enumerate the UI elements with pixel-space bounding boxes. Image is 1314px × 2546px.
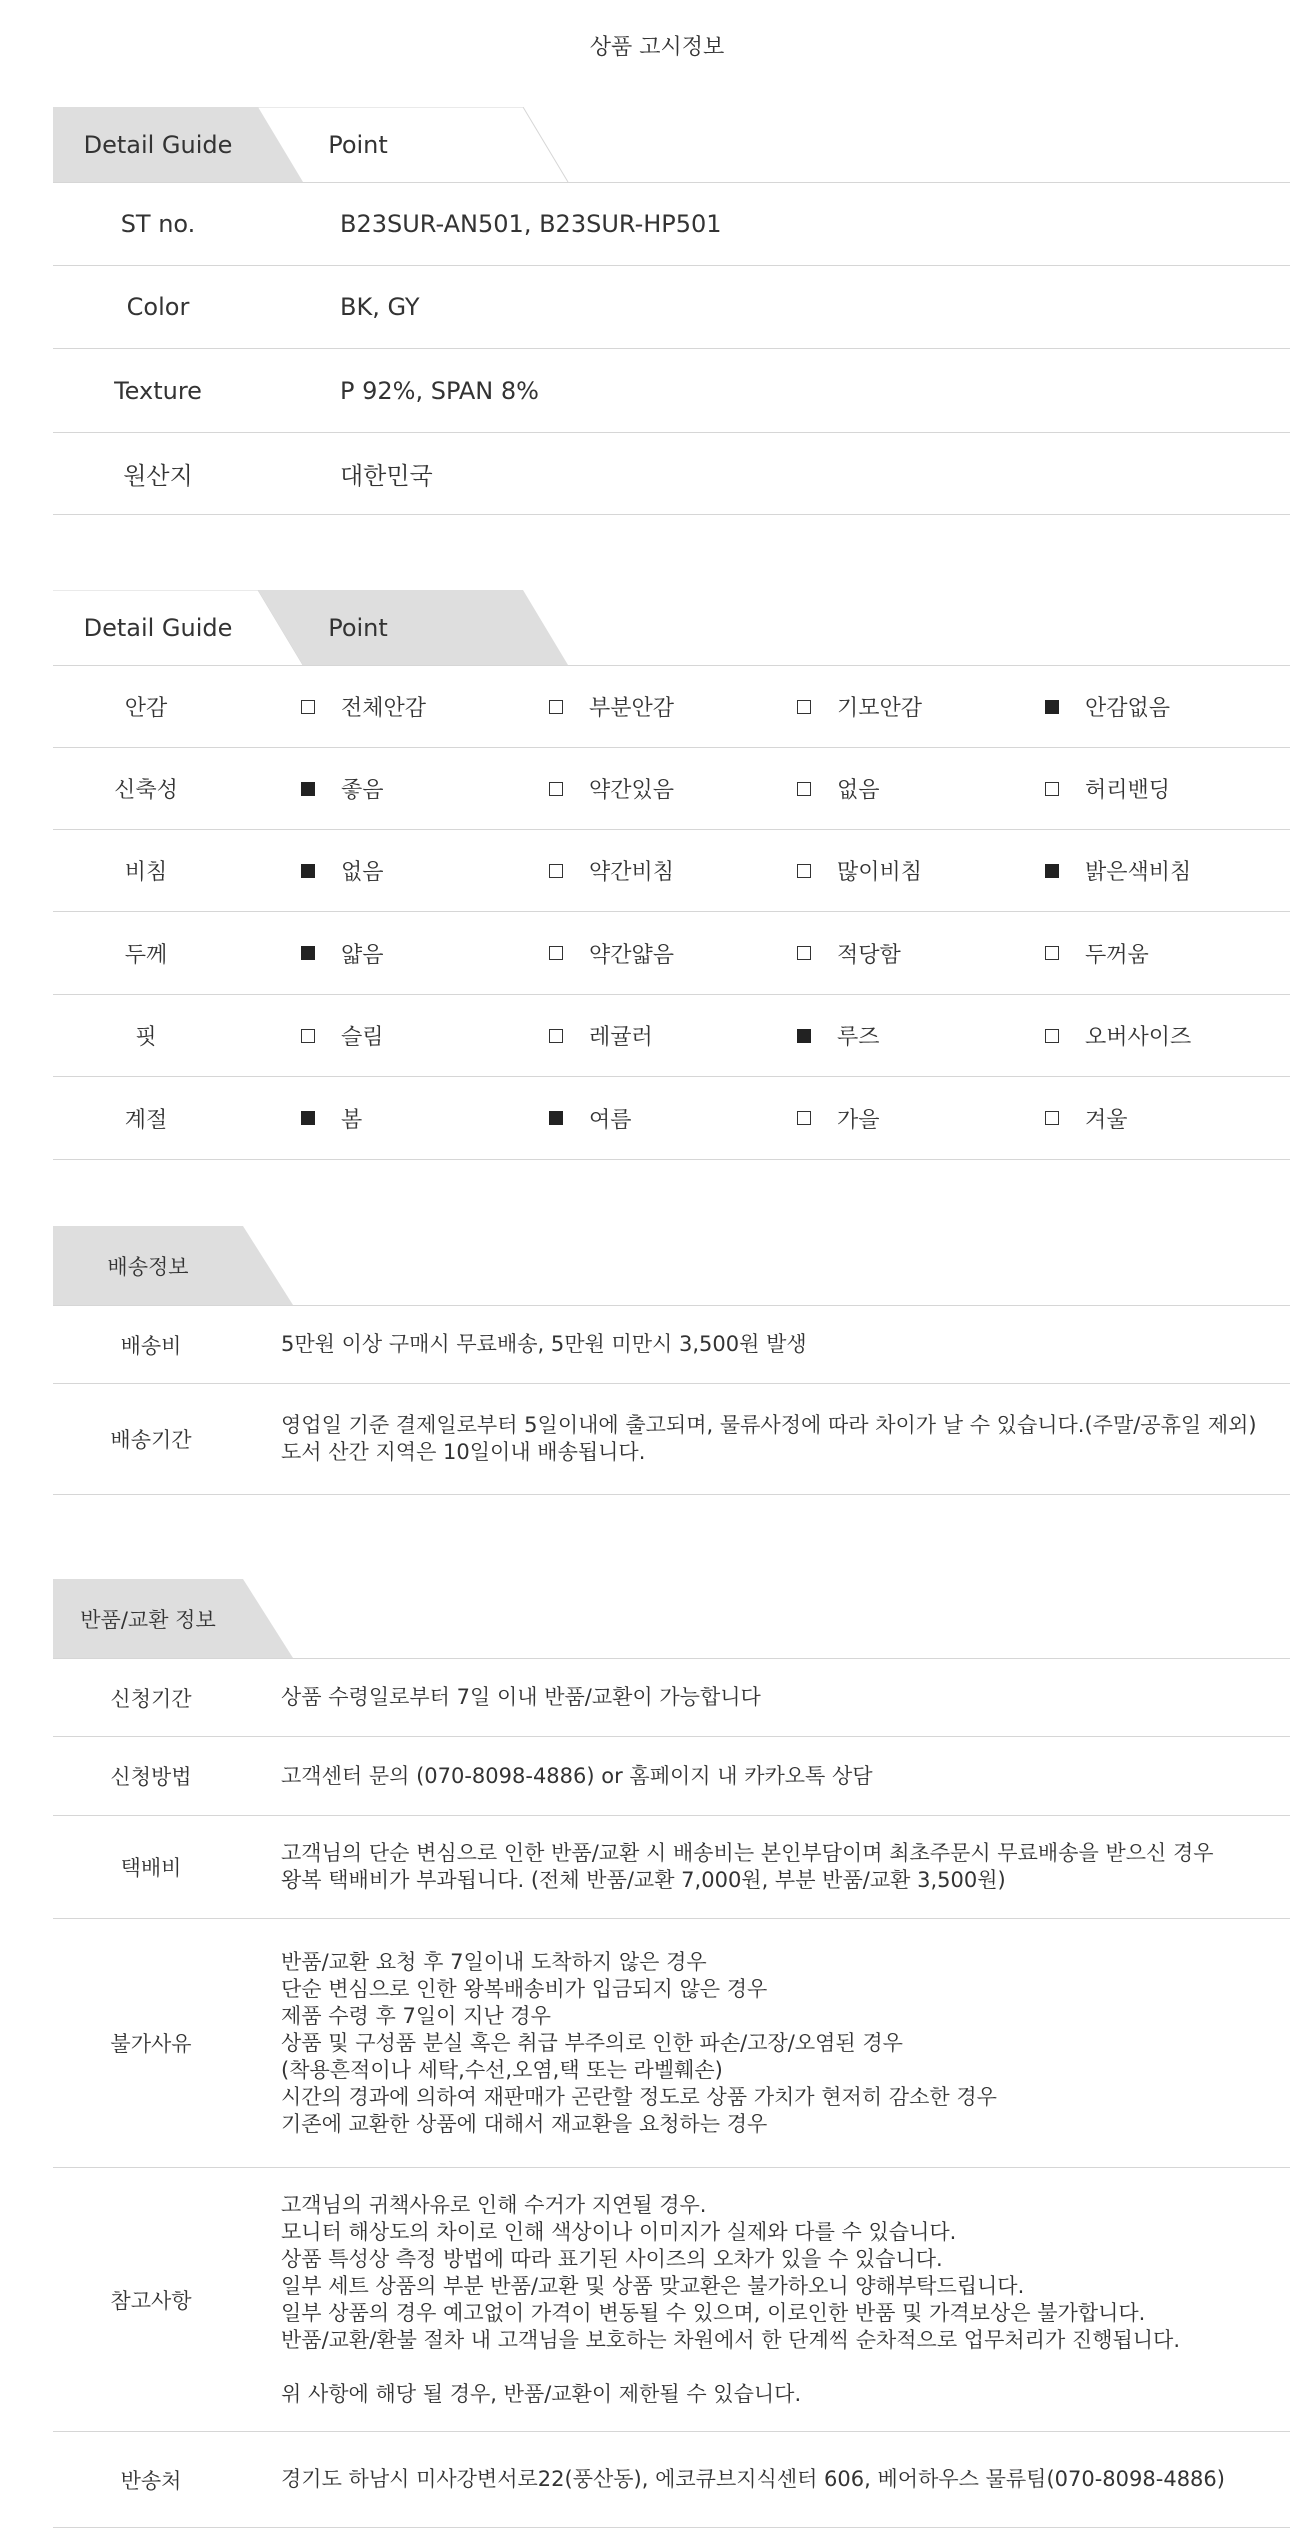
option-item [549,938,674,969]
option-item [301,773,384,804]
option-row [53,666,1290,748]
checkbox-icon [549,1111,563,1125]
checkbox-icon [549,700,563,714]
row-label: Color [126,293,190,321]
row-label: 원산지 [123,462,193,490]
section2-tabs [53,590,1290,666]
option-row [53,995,1290,1077]
row-value: 고객님의 귀책사유로 인해 수거가 지연될 경우. 모니터 해상도의 차이로 인해 색상이나 이미지가 실제와 다를 수 있습니다. 상품 특성상 측정 방법에 따라 표기된 사이즈의 오차가 있을 수 있습니다. 일부 세트 상품의 부분 반품/교환 및 상품 맞교환은 불가하오니 양해부탁드립니다. 일부 상품의 경우 예고없이 가격이 변동될 수 있으며, 이로인한 반품 및 가격보상은 불가합니다. 반품/교환/환불 절차 내 고객님을 보호하는 차원에서 한 단계씩 순차적으로 업무처리가 진행됩니다. 위 사항에 해당 될 경우, 반품/교환이 제한될 수 있습니다. [281,2192,1181,2406]
option-item [797,938,901,969]
row-value: 상품 수령일로부터 7일 이내 반품/교환이 가능합니다 [281,1685,761,1709]
row-label: 배송비 [120,1333,182,1358]
checkbox-icon [301,946,315,960]
row-label: 두께 [124,942,168,968]
row-label: 안감 [124,696,168,721]
table-row [53,2432,1290,2528]
option-row [53,912,1290,995]
checkbox-icon [797,700,811,714]
option-item [301,1103,362,1134]
option-label: 허리밴딩 [1085,778,1171,803]
option-item [549,1020,653,1051]
row-value: 영업일 기준 결제일로부터 5일이내에 출고되며, 물류사정에 따라 차이가 날 수 있습니다.(주말/공휴일 제외) 도서 산간 지역은 10일이내 배송됩니다. [281,1413,1257,1464]
tab-label: 배송정보 [107,1254,189,1279]
row-label: 계절 [124,1107,168,1133]
checkbox-icon [797,1029,811,1043]
tab-point[interactable] [258,107,578,182]
option-label: 없음 [341,860,384,885]
return-tabs [53,1579,1290,1659]
option-row [53,748,1290,830]
page-title: 상품 고시정보 [589,35,725,60]
option-row [53,830,1290,912]
checkbox-icon [1045,1111,1059,1125]
option-label: 기모안감 [837,696,923,721]
checkbox-icon [797,946,811,960]
option-item [797,691,922,722]
checkbox-icon [301,1111,315,1125]
checkbox-icon [1045,1029,1059,1043]
checkbox-icon [301,1029,315,1043]
shipping-tabs [53,1226,1290,1306]
option-label: 오버사이즈 [1085,1025,1192,1050]
option-row [53,1077,1290,1160]
option-label: 없음 [837,778,880,803]
option-label: 얇음 [341,942,384,968]
option-label: 많이비침 [837,860,923,885]
row-label: 불가사유 [110,2032,192,2056]
option-label: 약간얇음 [589,942,675,968]
option-label: 안감없음 [1085,696,1171,721]
option-label: 전체안감 [341,696,427,721]
option-label: 두꺼움 [1085,942,1149,968]
row-label: 비침 [124,860,168,885]
row-label: 핏 [135,1025,157,1050]
tab-label: Point [328,613,388,642]
row-label: 참고사항 [110,2288,192,2313]
row-label: ST no. [120,210,196,238]
return-table [53,1659,1290,2528]
option-item [797,1103,880,1134]
row-value: B23SUR-AN501, B23SUR-HP501 [340,210,722,238]
option-item [301,938,384,969]
checkbox-icon [797,864,811,878]
option-label: 적당함 [837,942,901,968]
option-item [1045,773,1170,804]
table-row [53,433,1290,515]
checkbox-icon [549,1029,563,1043]
option-label: 약간비침 [589,860,675,885]
option-label: 봄 [341,1107,363,1133]
option-item [301,1020,384,1051]
tab-shape [258,590,578,665]
option-label: 부분안감 [589,696,675,721]
option-label: 루즈 [837,1025,880,1050]
checkbox-icon [797,782,811,796]
option-label: 밝은색비침 [1085,860,1192,885]
tab-shipping-info[interactable] [53,1226,293,1305]
option-item [549,1103,632,1134]
row-label: 신청방법 [110,1765,192,1789]
option-label: 여름 [589,1107,632,1133]
option-label: 겨울 [1085,1107,1128,1133]
option-label: 가을 [837,1107,880,1133]
option-item [549,773,674,804]
row-label: 신축성 [114,778,178,803]
tab-label: Detail Guide [83,130,233,159]
row-value: 경기도 하남시 미사강변서로22(풍산동), 에코큐브지식센터 606, 베어하우스 물류팀(070-8098-4886) [281,2467,1225,2491]
row-value: P 92%, SPAN 8% [340,376,539,405]
row-value: 반품/교환 요청 후 7일이내 도착하지 않은 경우 단순 변심으로 인한 왕복배송비가 입금되지 않은 경우 제품 수령 후 7일이 지난 경우 상품 및 구성품 분실 혹은 취급 부주의로 인한 파손/고장/오염된 경우 (착용흔적이나 세탁,수선,오염,택 또는 라벨훼손) 시간의 경과에 의하여 재판매가 곤란할 정도로 상품 가치가 현저히 감소한 경우 기존에 교환한 상품에 대해서 재교환을 요청하는 경우 [281,1949,997,2136]
row-label: 택배비 [120,1856,182,1880]
option-label: 레귤러 [589,1025,653,1050]
checkbox-icon [1045,700,1059,714]
row-value: 5만원 이상 구매시 무료배송, 5만원 미만시 3,500원 발생 [281,1332,807,1356]
option-item [1045,855,1191,886]
option-item [1045,1020,1191,1051]
option-item [549,691,674,722]
checkbox-icon [549,782,563,796]
table-row [53,1816,1290,1919]
option-item [797,773,880,804]
row-value: BK, GY [340,293,420,321]
section1-tabs [53,107,1290,183]
tab-label: Detail Guide [83,613,233,642]
option-item [301,691,426,722]
option-label: 좋음 [341,778,384,803]
option-item [301,855,384,886]
row-label: 배송기간 [110,1428,192,1452]
row-value: 대한민국 [340,462,433,490]
option-item [1045,938,1149,969]
checkbox-icon [1045,782,1059,796]
checkbox-icon [301,700,315,714]
checkbox-icon [1045,946,1059,960]
checkbox-icon [549,864,563,878]
option-label: 슬림 [341,1025,384,1050]
product-info-table [53,183,1290,515]
table-row [53,1737,1290,1816]
table-row [53,183,1290,266]
row-value: 고객님의 단순 변심으로 인한 반품/교환 시 배송비는 본인부담이며 최초주문시 무료배송을 받으신 경우 왕복 택배비가 부과됩니다. (전체 반품/교환 7,000원, 부분 반품/교환 3,500원) [281,1841,1214,1892]
checkbox-icon [301,864,315,878]
tab-label: Point [328,130,388,159]
table-row [53,349,1290,433]
row-label: 신청기간 [110,1686,192,1711]
table-row [53,1306,1290,1384]
row-value: 고객센터 문의 (070-8098-4886) or 홈페이지 내 카카오톡 상담 [281,1763,873,1788]
checkbox-icon [797,1111,811,1125]
option-item [1045,691,1170,722]
table-row [53,2168,1290,2432]
option-item [549,855,674,886]
option-item [797,855,922,886]
option-item [797,1020,880,1051]
option-label: 약간있음 [589,778,675,803]
checkbox-icon [301,782,315,796]
tab-return-info[interactable] [53,1579,293,1658]
tab-shape [258,107,578,182]
option-item [1045,1103,1128,1134]
row-label: 반송처 [120,2468,182,2493]
checkbox-icon [1045,864,1059,878]
table-row [53,1659,1290,1737]
table-row [53,266,1290,349]
row-label: Texture [114,376,202,405]
table-row [53,1919,1290,2168]
point-options-table [53,666,1290,1160]
checkbox-icon [549,946,563,960]
tab-point[interactable] [258,590,578,665]
shipping-table [53,1306,1290,1495]
table-row [53,1384,1290,1495]
tab-label: 반품/교환 정보 [80,1607,216,1632]
